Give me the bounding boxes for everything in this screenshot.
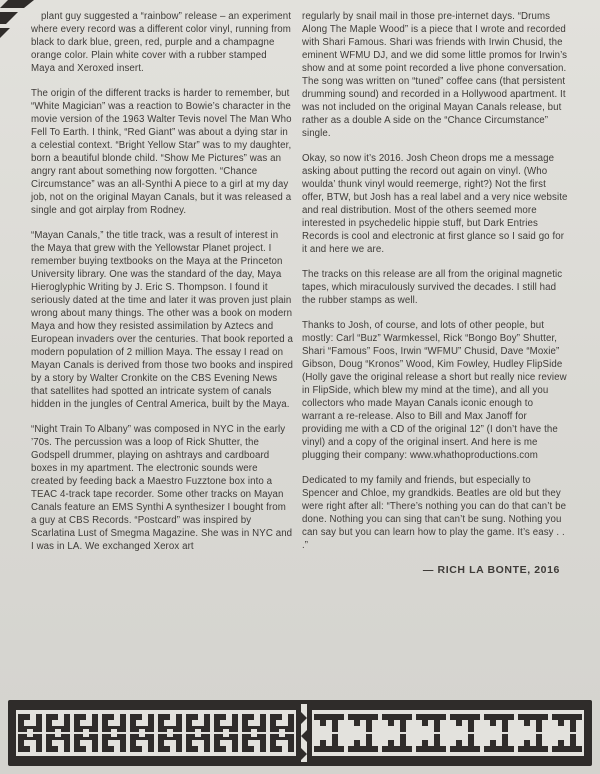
pattern-divider — [298, 704, 310, 762]
left-column — [31, 10, 293, 565]
paragraph: “Mayan Canals,” the title track, was a result of interest in the Maya that grew with the Yellowstar Planet project. I remember buying textbooks on the Maya at the Princeton University library. One was the standard of the day, Maya Hieroglyphic Writing by J. Eric S. Thompson. I found it seriously dated at the time and later it was proven just plain wrong about many things. The other was a book on modern Maya and how they resisted assimilation by Aztecs and European invaders over the centuries. That book reported a modern population of 2 million Maya. The essay I read on Mayan Canals is derived from those two books and inspired by a story by Walter Cronkite on the CBS Evening News that satellites had spotted an intricate system of canals hidden in the jungles of Central America, built by the Maya. — [31, 230, 294, 410]
pattern-band-right — [312, 710, 584, 756]
paragraph: The tracks on this release are all from the original magnetic tapes, which miraculously survived the decades. I still had the rubber stamps as well. — [302, 269, 563, 306]
paragraph: Thanks to Josh, of course, and lots of other people, but mostly: Carl “Buz” Warmkessel, Rick “Bongo Boy” Shutter, Shari “Famous” Foos, Irwin “WFMU” Chusid, Dave “Moxie” Gibson, Doug “Kronos” Wood, Kim Fowley, Hudley FlipSide (Holly gave the original release a short but really nice review in FlipSide, which blew my mind at the time), and all you collectors who made Mayan Canals iconic enough to warrant a re-release. Also to Bill and Max Janoff for providing me with a CD of the original 12” (I don’t have the vinyl) and a copy of the original insert. And here is me plugging their company: www.whathoproductions.com — [302, 320, 567, 461]
pattern-band-left — [16, 710, 296, 756]
paragraph: The origin of the different tracks is harder to remember, but “White Magician” was a reaction to Bowie’s character in the movie version of the 1963 Walter Tevis novel The Man Who Fell To Earth. I think, “Red Giant” was about a dying star in a celestial context. “Bright Yellow Star” was to my daughter, born a beautiful blonde child. “Show Me Pictures” was an angry rant about something now forgotten. “Chance Circumstance” was an all-Synthi A piece to a girl at my day job, not on the original Mayan Canals, but it was released a single and got airplay from Rodney. — [31, 88, 292, 216]
paragraph: regularly by snail mail in those pre-internet days. “Drums Along The Maple Wood” is a piece that I wrote and recorded with Shari Famous. Shari was friends with Irwin Chusid, the eminent WFMU DJ, and we did some little promos for Irwin’s show and at some point recorded a live phone conversation. The song was written on “tuned” coffee cans (that persistent drumming sound) and recorded in a Hollywood apartment. It was not included on the original Mayan Canals release, but rather as a double A side on the “Chance Circumstance” single. — [302, 11, 568, 139]
paragraph: “Night Train To Albany” was composed in NYC in the early ’70s. The percussion was a loop of Rick Shutter, the Godspell drummer, playing on ashtrays and cardboard boxes in my apartment. The electronic sounds were created by feeding back a Maestro Fuzztone box into a TEAC 4-track tape recorder. Some other tracks on Mayan Canals feature an EMS Synthi A synthesizer I bought from a guy at CBS Records. “Postcard” was inspired by Scarlatina Lust of Smegma Magazine. She was in NYC and I was in LA. We exchanged Xerox art — [31, 424, 293, 552]
paragraph: plant guy suggested a “rainbow” release – an experiment where every record was a different color vinyl, running from black to dark blue, green, red, purple and a champagne orange color. Plain white cover with a rubber stamped Maya and Xeroxed insert. — [31, 11, 291, 74]
signature: — RICH LA BONTE, 2016 — [422, 564, 560, 576]
aztec-pattern-border — [8, 700, 592, 766]
right-column — [302, 10, 568, 577]
paragraph: Dedicated to my family and friends, but especially to Spencer and Chloe, my grandkids. Beatles are old but they were right after all: “There’s nothing you can do that can’t be done. Nothing you can sing that can’t be sung. Nothing you can say but you can learn how to play the game. It’s easy . . .” — [302, 475, 567, 551]
paragraph: Okay, so now it’s 2016. Josh Cheon drops me a message asking about putting the record out again on vinyl. (Who woulda’ thunk vinyl would reemerge, right?) Not the first offer, BTW, but Josh has a real label and a very nice website and real distribution. Most of the others seemed more interested in psychedelic hippie stuff, but Dark Entries Records is cool and electronic at first glance so I said go for it and here we are. — [302, 153, 568, 255]
